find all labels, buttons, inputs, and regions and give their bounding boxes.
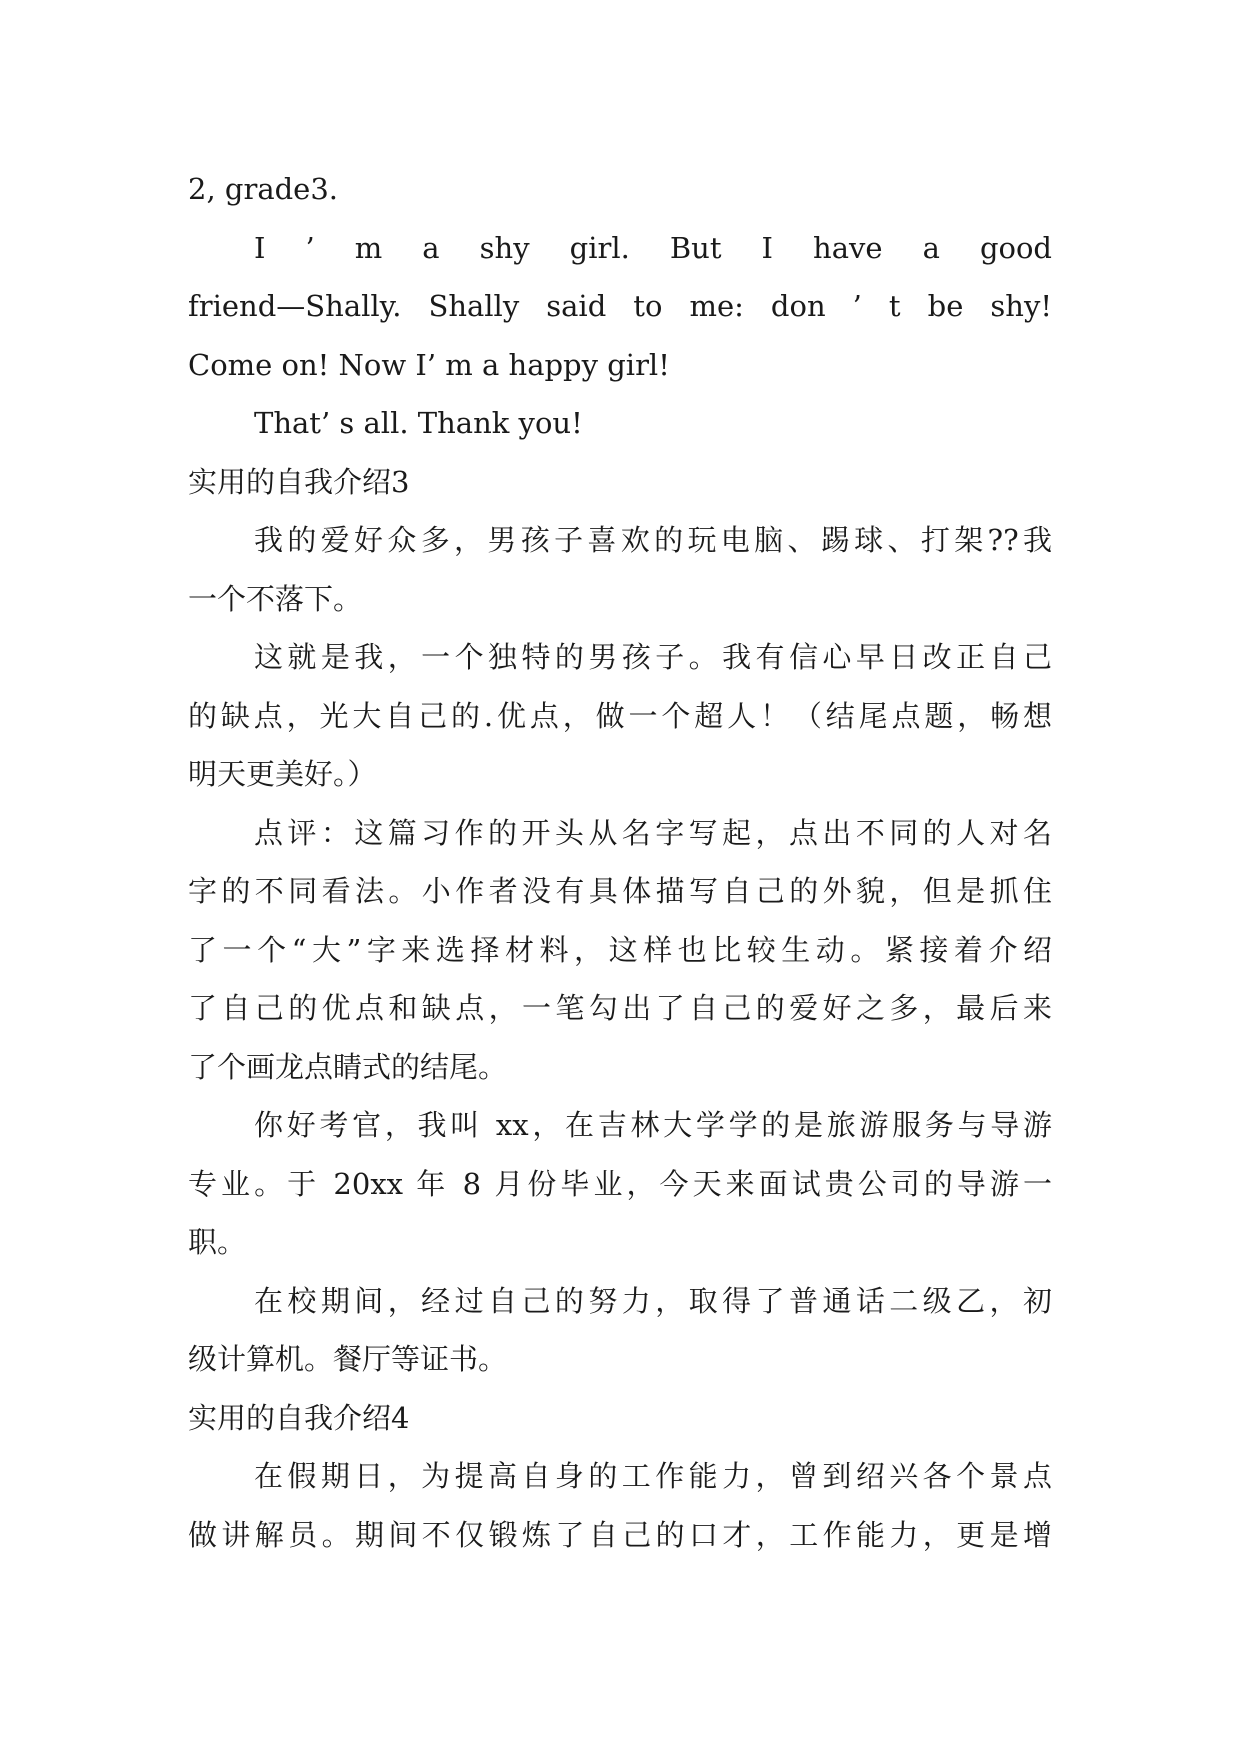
text-line: 的缺点，光大自己的.优点，做一个超人！（结尾点题，畅想 [188,698,1052,733]
text-line: 做讲解员。期间不仅锻炼了自己的口才，工作能力，更是增 [188,1517,1052,1552]
text-line: 我的爱好众多，男孩子喜欢的玩电脑、踢球、打架??我 [254,523,1052,557]
text-line: 在校期间，经过自己的努力，取得了普通话二级乙，初 [254,1283,1052,1318]
text-line: 级计算机。餐厅等证书。 [188,1342,508,1376]
text-line: 了自己的优点和缺点，一笔勾出了自己的爱好之多，最后来 [188,991,1052,1025]
text-line: 2, grade3. [188,172,338,206]
text-line: 字的不同看法。小作者没有具体描写自己的外貌，但是抓住 [188,874,1052,908]
text-line: That’ s all. Thank you! [254,406,583,440]
text-line: friend—Shally. Shally said to me: don ’ t be shy! [188,289,1052,323]
text-line: 你好考官，我叫 xx，在吉林大学学的是旅游服务与导游 [254,1108,1052,1142]
text-line: 专业。于 20xx 年 8 月份毕业，今天来面试贵公司的导游一 [188,1166,1052,1201]
section-heading: 实用的自我介绍3 [188,464,410,499]
text-line: 在假期日，为提高自身的工作能力，曾到绍兴各个景点 [254,1459,1052,1493]
text-line: 一个不落下。 [188,581,363,616]
text-line: 了一个“大”字来选择材料，这样也比较生动。紧接着介绍 [188,932,1052,967]
text-line: 职。 [188,1225,247,1259]
text-line: I ’ m a shy girl. But I have a good [254,230,1052,265]
text-line: 点评：这篇习作的开头从名字写起，点出不同的人对名 [254,815,1052,850]
document-page [188,160,1052,1564]
text-line: Come on! Now I’ m a happy girl! [188,347,670,382]
section-heading: 实用的自我介绍4 [188,1400,410,1435]
text-line: 这就是我，一个独特的男孩子。我有信心早日改正自己 [254,640,1052,674]
text-line: 了个画龙点睛式的结尾。 [188,1049,508,1084]
text-line: 明天更美好。） [188,757,377,791]
